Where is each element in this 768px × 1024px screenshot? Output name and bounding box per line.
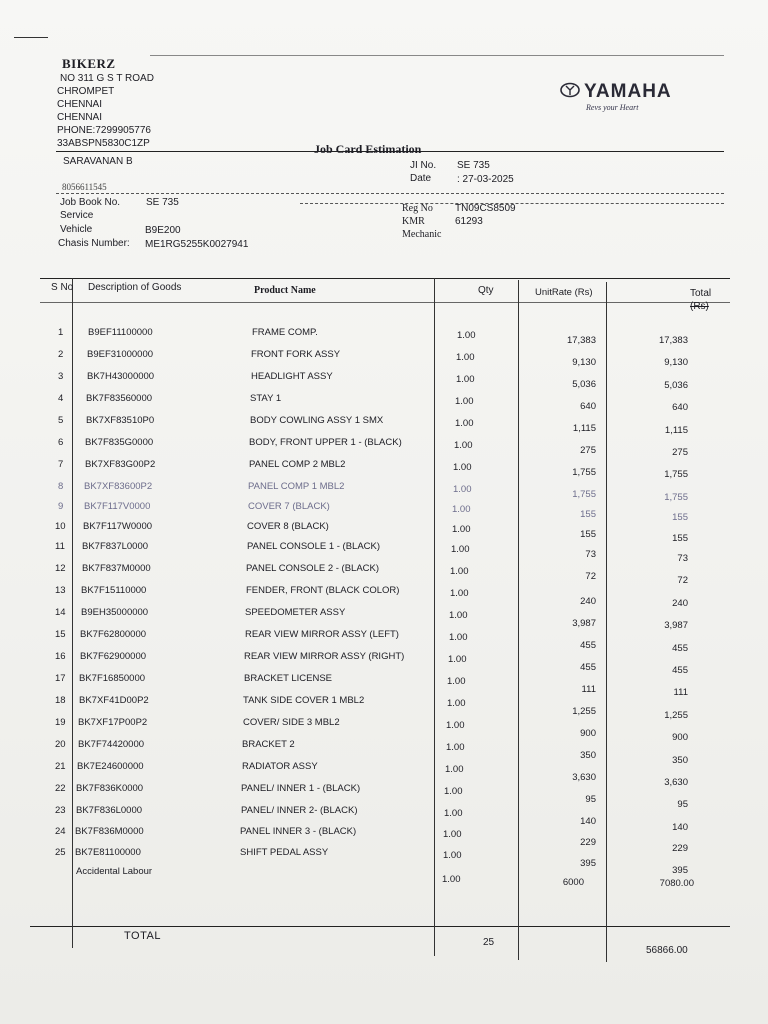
row-total: 72 (677, 575, 688, 586)
row-total: 1,255 (664, 710, 688, 721)
brand-wordmark: YAMAHA (584, 81, 672, 102)
row-sno: 19 (55, 717, 66, 728)
table-header-rule (40, 302, 730, 303)
row-product-name: PANEL COMP 1 MBL2 (248, 481, 345, 492)
row-product-name: SHIFT PEDAL ASSY (240, 847, 329, 858)
row-unit-rate: 73 (585, 549, 596, 560)
row-total: 1,115 (664, 425, 688, 436)
row-part-code: BK7XF83G00P2 (85, 459, 156, 470)
row-part-code: BK7F836M0000 (75, 826, 144, 837)
row-part-code: BK7E24600000 (77, 761, 144, 772)
row-unit-rate: 72 (585, 571, 596, 582)
row-part-code: B9EF31000000 (87, 349, 154, 360)
col-divider-sno (72, 278, 73, 948)
col-divider-qty-left (434, 278, 435, 956)
row-qty: 1.00 (444, 808, 463, 819)
row-sno: 24 (55, 826, 66, 837)
yamaha-logo (560, 80, 695, 120)
row-unit-rate: 1,255 (572, 706, 596, 717)
address-line-1: NO 311 G S T ROAD (60, 73, 154, 84)
row-product-name: PANEL CONSOLE 2 - (BLACK) (246, 563, 380, 574)
row-product-name: STAY 1 (250, 393, 282, 404)
date-label: Date (410, 173, 432, 184)
row-product-name: COVER 8 (BLACK) (247, 521, 329, 532)
row-qty: 1.00 (452, 524, 471, 535)
row-sno: 23 (55, 805, 66, 816)
col-divider-qty-right (518, 280, 519, 960)
row-unit-rate: 3,987 (572, 618, 596, 629)
row-product-name: BRACKET LICENSE (244, 673, 332, 684)
row-total: 455 (672, 643, 688, 654)
row-unit-rate: 17,383 (566, 335, 596, 346)
row-product-name: RADIATOR ASSY (242, 761, 318, 772)
row-sno: 12 (55, 563, 66, 574)
row-sno: 11 (55, 541, 65, 552)
row-unit-rate: 1,755 (572, 489, 596, 500)
row-product-name: HEADLIGHT ASSY (251, 371, 333, 382)
address-line-2: CHROMPET (57, 86, 115, 97)
row-sno: 13 (55, 585, 66, 596)
row-unit-rate: 455 (580, 640, 596, 651)
table-top-rule (40, 278, 730, 279)
service-label: Service (60, 210, 94, 221)
row-unit-rate: 395 (580, 858, 596, 869)
row-product-name: FRAME COMP. (252, 327, 318, 338)
customer-name: SARAVANAN B (63, 156, 133, 167)
row-unit-rate: 240 (580, 596, 596, 607)
row-product-name: PANEL INNER 3 - (BLACK) (240, 826, 357, 837)
details-rule (300, 203, 724, 204)
row-total: 9,130 (664, 357, 688, 368)
row-qty: 1.00 (443, 850, 462, 861)
top-edge-mark (14, 37, 48, 38)
row-unit-rate: 3,630 (572, 772, 596, 783)
row-unit-rate: 350 (580, 750, 596, 761)
row-product-name: BRACKET 2 (242, 739, 295, 750)
row-qty: 1.00 (447, 676, 466, 687)
mechanic-label: Mechanic (402, 229, 442, 240)
row-product-name: BODY COWLING ASSY 1 SMX (250, 415, 384, 426)
row-qty: 1.00 (451, 544, 470, 555)
row-total: 455 (672, 665, 688, 676)
row-sno: 9 (58, 501, 64, 512)
row-part-code: BK7XF83600P2 (84, 481, 153, 492)
row-unit-rate: 900 (580, 728, 596, 739)
row-qty: 1.00 (443, 829, 462, 840)
row-unit-rate: 640 (580, 401, 596, 412)
chasis-value: ME1RG5255K0027941 (145, 239, 249, 250)
col-header-product: Product Name (254, 285, 316, 296)
row-sno: 14 (55, 607, 66, 618)
row-qty: 1.00 (457, 330, 476, 341)
row-sno: 15 (55, 629, 66, 640)
row-unit-rate: 140 (580, 816, 596, 827)
row-part-code: BK7E81100000 (75, 847, 141, 858)
kmr-value: 61293 (455, 216, 483, 227)
tuning-fork-emblem-icon (560, 82, 580, 98)
row-sno: 20 (55, 739, 66, 750)
row-qty: 1.00 (444, 786, 463, 797)
row-part-code: B9EF11100000 (88, 327, 153, 338)
row-product-name: PANEL CONSOLE 1 - (BLACK) (247, 541, 381, 552)
row-unit-rate: 5,036 (572, 379, 596, 390)
document-title: Job Card Estimation (314, 142, 422, 156)
row-qty: 1.00 (453, 484, 472, 495)
row-total: 229 (672, 843, 688, 854)
row-qty: 1.00 (446, 720, 465, 731)
labour-total: 7080.00 (659, 878, 694, 889)
row-total: 1,755 (664, 492, 688, 503)
col-header-description: Description of Goods (88, 282, 182, 293)
date-value: : 27-03-2025 (457, 174, 514, 185)
row-product-name: FENDER, FRONT (BLACK COLOR) (246, 585, 400, 596)
col-header-qty: Qty (478, 285, 494, 296)
row-total: 5,036 (664, 380, 688, 391)
row-total: 155 (672, 533, 688, 544)
reg-value: TN09CS8509 (455, 203, 516, 214)
col-header-rate: UnitRate (Rs) (535, 287, 593, 298)
row-unit-rate: 111 (581, 684, 596, 695)
row-sno: 25 (55, 847, 66, 858)
row-qty: 1.00 (447, 698, 466, 709)
row-product-name: BODY, FRONT UPPER 1 - (BLACK) (249, 437, 402, 448)
col-header-total-unit: (Rs) (690, 301, 709, 312)
row-part-code: BK7F836K0000 (76, 783, 144, 794)
row-part-code: BK7F837M0000 (82, 563, 151, 574)
total-amount: 56866.00 (646, 945, 688, 956)
row-total: 640 (672, 402, 688, 413)
row-product-name: REAR VIEW MIRROR ASSY (RIGHT) (244, 651, 405, 662)
row-part-code: BK7XF41D00P2 (79, 695, 149, 706)
row-part-code: BK7F83560000 (86, 393, 153, 404)
row-sno: 1 (58, 327, 64, 338)
row-qty: 1.00 (452, 504, 471, 515)
shop-name: BIKERZ (62, 56, 116, 71)
row-qty: 1.00 (454, 440, 473, 451)
row-part-code: BK7XF83510P0 (86, 415, 155, 426)
row-unit-rate: 229 (580, 837, 596, 848)
labour-label: Accidental Labour (76, 866, 153, 877)
row-part-code: B9EH35000000 (81, 607, 149, 618)
customer-rule (56, 193, 724, 194)
col-header-total: Total (690, 288, 712, 299)
row-qty: 1.00 (449, 610, 468, 621)
row-product-name: SPEEDOMETER ASSY (245, 607, 346, 618)
chasis-label: Chasis Number: (58, 238, 130, 249)
row-sno: 22 (55, 783, 66, 794)
row-qty: 1.00 (450, 566, 469, 577)
row-sno: 4 (58, 393, 64, 404)
row-qty: 1.00 (445, 764, 464, 775)
row-total: 95 (677, 799, 688, 810)
row-part-code: BK7F117V0000 (84, 501, 151, 512)
shop-gstin: 33ABSPN5830C1ZP (57, 138, 150, 149)
total-qty: 25 (483, 937, 495, 948)
customer-phone: 8056611545 (62, 182, 107, 192)
row-unit-rate: 1,755 (572, 467, 596, 478)
row-part-code: BK7F16850000 (79, 673, 146, 684)
row-total: 3,987 (664, 620, 688, 631)
row-part-code: BK7F62900000 (80, 651, 147, 662)
row-product-name: COVER/ SIDE 3 MBL2 (243, 717, 340, 728)
row-product-name: FRONT FORK ASSY (251, 349, 341, 360)
row-qty: 1.00 (456, 374, 475, 385)
reg-label: Reg No (402, 203, 433, 214)
row-sno: 8 (58, 481, 64, 492)
col-divider-rate-right (606, 282, 607, 962)
row-sno: 21 (55, 761, 66, 772)
address-line-3: CHENNAI (57, 99, 103, 110)
labour-rate: 6000 (562, 877, 584, 888)
row-part-code: BK7H43000000 (87, 371, 155, 382)
row-sno: 2 (58, 349, 64, 360)
labour-qty: 1.00 (442, 874, 461, 885)
row-qty: 1.00 (455, 418, 474, 429)
ji-label: JI No. (410, 160, 437, 171)
row-qty: 1.00 (456, 352, 475, 363)
row-qty: 1.00 (450, 588, 469, 599)
table-total-rule (30, 926, 730, 927)
row-unit-rate: 95 (585, 794, 596, 805)
row-total: 240 (672, 598, 688, 609)
row-part-code: BK7F74420000 (78, 739, 145, 750)
row-sno: 10 (55, 521, 66, 532)
total-label: TOTAL (124, 930, 161, 942)
row-total: 1,755 (664, 469, 688, 480)
row-unit-rate: 155 (580, 509, 596, 520)
row-total: 155 (672, 512, 688, 523)
ji-value: SE 735 (457, 160, 490, 171)
brand-tagline: Revs your Heart (586, 103, 639, 112)
row-part-code: BK7F837L0000 (82, 541, 149, 552)
row-part-code: BK7XF17P00P2 (78, 717, 148, 728)
address-line-4: CHENNAI (57, 112, 103, 123)
row-total: 275 (672, 447, 688, 458)
row-qty: 1.00 (455, 396, 474, 407)
row-sno: 17 (55, 673, 66, 684)
row-product-name: PANEL COMP 2 MBL2 (249, 459, 346, 470)
row-qty: 1.00 (449, 632, 468, 643)
row-total: 3,630 (664, 777, 688, 788)
row-qty: 1.00 (446, 742, 465, 753)
kmr-label: KMR (402, 216, 425, 227)
row-product-name: PANEL/ INNER 1 - (BLACK) (241, 783, 361, 794)
row-part-code: BK7F117W0000 (83, 521, 153, 532)
row-total: 17,383 (658, 335, 688, 346)
row-sno: 3 (58, 371, 64, 382)
row-part-code: BK7F62800000 (80, 629, 147, 640)
row-total: 140 (672, 822, 688, 833)
row-qty: 1.00 (453, 462, 472, 473)
header-rule-top (150, 55, 724, 56)
row-product-name: REAR VIEW MIRROR ASSY (LEFT) (245, 629, 399, 640)
row-sno: 6 (58, 437, 64, 448)
row-sno: 16 (55, 651, 66, 662)
row-unit-rate: 1,115 (572, 423, 596, 434)
col-header-sno: S No (51, 282, 74, 293)
job-book-label: Job Book No. (60, 197, 121, 208)
row-total: 900 (672, 732, 688, 743)
row-part-code: BK7F835G0000 (85, 437, 154, 448)
row-total: 350 (672, 755, 688, 766)
row-unit-rate: 9,130 (572, 357, 596, 368)
row-sno: 18 (55, 695, 66, 706)
row-total: 73 (677, 553, 688, 564)
row-total: 395 (672, 865, 688, 876)
job-book-value: SE 735 (146, 197, 179, 208)
vehicle-value: B9E200 (145, 225, 181, 236)
shop-phone: PHONE:7299905776 (57, 125, 151, 136)
row-unit-rate: 275 (580, 445, 596, 456)
row-product-name: TANK SIDE COVER 1 MBL2 (243, 695, 365, 706)
row-sno: 5 (58, 415, 64, 426)
row-product-name: PANEL/ INNER 2- (BLACK) (241, 805, 358, 816)
row-part-code: BK7F15110000 (81, 585, 147, 596)
row-unit-rate: 155 (580, 529, 596, 540)
row-qty: 1.00 (448, 654, 467, 665)
row-unit-rate: 455 (580, 662, 596, 673)
row-part-code: BK7F836L0000 (76, 805, 143, 816)
vehicle-label: Vehicle (60, 224, 93, 235)
row-product-name: COVER 7 (BLACK) (248, 501, 330, 512)
row-sno: 7 (58, 459, 64, 470)
row-total: 111 (673, 687, 688, 698)
